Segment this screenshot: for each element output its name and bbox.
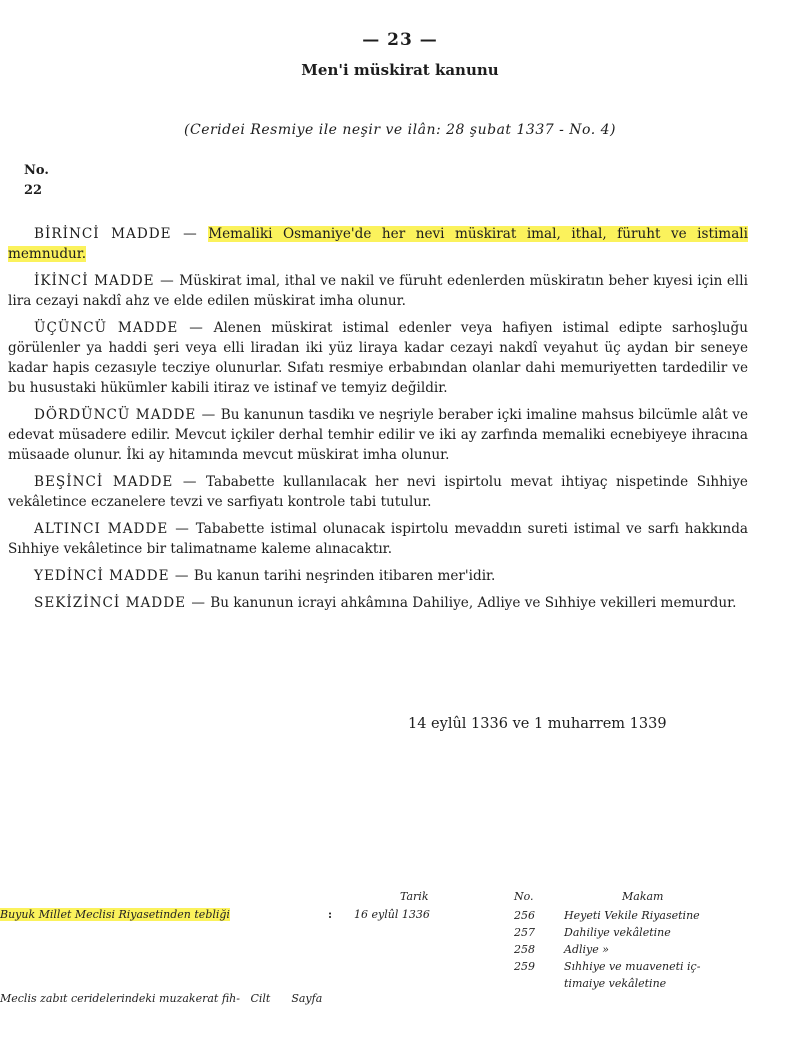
article-text-highlighted: Memaliki Osmaniye'de her nevi müskirat imal, ithal, füruht ve istimali memnudur. [8, 226, 748, 262]
article-7 [8, 566, 748, 586]
article-6 [8, 519, 748, 559]
article-heading: ALTINCI MADDE — [34, 521, 190, 537]
law-number-label: No. [24, 163, 49, 178]
article-text: Müskirat imal, ithal ve nakil ve füruht edenlerden müskiratın beher kıyesi için elli lira cezayi nakdî ahz ve elde edilen müskirat imha olunur. [8, 273, 748, 309]
recipient-row [514, 975, 800, 992]
recipient-row [514, 907, 800, 924]
recipient-target: Adliye » [564, 943, 609, 956]
recipient-no: 258 [514, 943, 535, 956]
article-5 [8, 472, 748, 512]
recipient-target: Sıhhiye ve muaveneti iç- [564, 960, 701, 973]
law-title: Men'i müskirat kanunu [301, 61, 499, 79]
footer-date: 16 eylûl 1336 [354, 908, 430, 921]
article-heading: YEDİNCİ MADDE — [34, 568, 190, 584]
footer-recipients [514, 907, 800, 992]
recipient-target: Heyeti Vekile Riyasetine [564, 909, 700, 922]
law-number-value: 22 [24, 183, 43, 198]
recipient-no: 259 [514, 960, 535, 973]
article-4 [8, 405, 748, 465]
articles-body [8, 224, 748, 620]
recipient-no: 256 [514, 909, 535, 922]
article-text: Tababette istimal olunacak ispirtolu mevaddın sureti istimal ve sarfı hakkında Sıhhiye vekâletince bir talimatname kaleme alınacaktır. [8, 521, 749, 557]
page-number: — 23 — [362, 30, 438, 50]
article-8 [8, 593, 748, 613]
article-heading: İKİNCİ MADDE — [34, 273, 175, 289]
article-text: Tababette kullanılacak her nevi ispirtolu mevat ihtiyaç nispetinde Sıhhiye vekâletince eczanelere tevzi ve sarfiyatı kontrole tabi tutulur. [8, 474, 748, 510]
signature-date: 14 eylûl 1336 ve 1 muharrem 1339 [408, 716, 667, 732]
recipient-no: 257 [514, 926, 535, 939]
article-text: Bu kanunun icrayi ahkâmına Dahiliye, Adliye ve Sıhhiye vekilleri memurdur. [210, 595, 737, 611]
law-number-block [24, 161, 49, 201]
recipient-row [514, 941, 800, 958]
article-heading: BİRİNCİ MADDE — [34, 226, 198, 242]
recipient-target: timaiye vekâletine [564, 977, 667, 990]
article-heading: BEŞİNCİ MADDE — [34, 474, 198, 490]
article-2 [8, 271, 748, 311]
article-text: Bu kanun tarihi neşrinden itibaren mer'idir. [193, 568, 496, 584]
footer-meclis-line: Meclis zabıt ceridelerindeki muzakerat fih- Cilt Sayfa [0, 992, 323, 1005]
recipient-no [514, 975, 564, 992]
recipient-row [514, 924, 800, 941]
footer-makam-header: Makam [622, 890, 664, 903]
article-1 [8, 224, 748, 264]
article-text: Alenen müskirat istimal edenler veya hafiyen istimal edipte sarhoşluğu görülenler ya haddi şeri veya elli liradan iki yüz liraya kadar cezayi nakdî veyahut üç aydan bir seneye kadar hapis cezasıyle tecziye olunurlar. Sıfatı resmiye erbabından olanlar dahi memuriyetten tardedilir ve bu husustaki hükümler kabili itiraz ve istinaf ve temyiz değildir. [8, 320, 749, 396]
article-3 [8, 318, 748, 398]
article-heading: SEKİZİNCİ MADDE — [34, 595, 206, 611]
article-heading: DÖRDÜNCÜ MADDE — [34, 407, 217, 423]
footer-source [0, 908, 230, 921]
recipient-row [514, 958, 800, 975]
footer-source-text: Buyuk Millet Meclisi Riyasetinden tebliği [0, 908, 230, 921]
footer-separator: : [328, 908, 333, 921]
footer-tarih-header: Tarik [400, 890, 429, 903]
recipient-target: Dahiliye vekâletine [564, 926, 671, 939]
footer-no-header: No. [514, 890, 534, 903]
publication-note: (Ceridei Resmiye ile neşir ve ilân: 28 şubat 1337 - No. 4) [184, 122, 616, 138]
article-text: Bu kanunun tasdikı ve neşriyle beraber içki imaline mahsus bilcümle alât ve edevat müsadere edilir. Mevcut içkiler derhal temhir edilir ve iki ay zarfında memaliki ecnebiyeye ihracına müsaade olunur. İki ay hitamında mevcut müskirat imha olunur. [8, 407, 748, 463]
article-heading: ÜÇÜNCÜ MADDE — [34, 320, 204, 336]
